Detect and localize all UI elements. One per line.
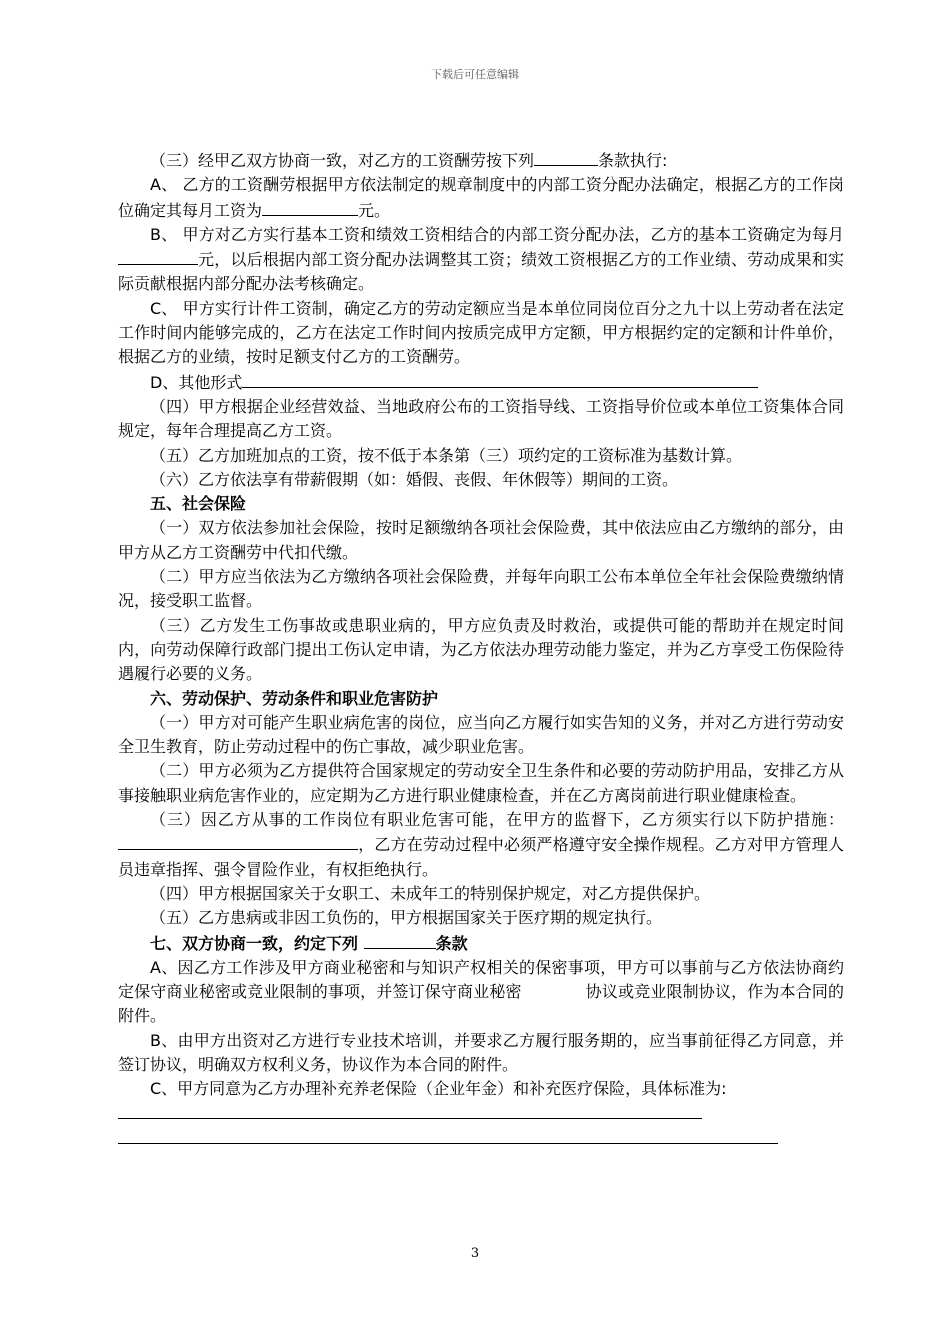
section-heading: 六、劳动保护、劳动条件和职业危害防护 [150,688,439,708]
blank-line[interactable] [364,931,436,949]
section-heading: 七、双方协商一致，约定下列 条款 [118,931,844,956]
paragraph: （三）经甲乙双方协商一致，对乙方的工资酬劳按下列 条款执行: [118,148,844,173]
paragraph: D、其他形式 [118,370,844,395]
paragraph: （六）乙方依法享有带薪假期（如：婚假、丧假、年休假等）期间的工资。 [150,469,679,489]
paragraph: C、 甲方实行计件工资制，确定乙方的劳动定额应当是本单位同岗位百分之九十以上劳动者在法定工作时间内能够完成的，乙方在法定工作时间内按质完成甲方定额，甲方根据约定的定额和计件单价，根据乙方的业绩，按时足额支付乙方的工资酬劳。 [118,298,844,367]
paragraph: （五）乙方加班加点的工资，按不低于本条第（三）项约定的工资标准为基数计算。 [150,445,743,465]
paragraph: A、 乙方的工资酬劳根据甲方依法制定的规章制度中的内部工资分配办法确定，根据乙方的工作岗位确定其每月工资为 元。 [118,175,844,220]
paragraph: （二）甲方必须为乙方提供符合国家规定的劳动安全卫生条件和必要的劳动防护用品，安排乙方从事接触职业病危害作业的，应定期为乙方进行职业健康检查，并在乙方离岗前进行职业健康检查。 [118,761,844,805]
paragraph: （一）双方依法参加社会保险，按时足额缴纳各项社会保险费，其中依法应由乙方缴纳的部分，由甲方从乙方工资酬劳中代扣代缴。 [118,518,844,562]
document-body [118,148,844,1144]
paragraph: （二）甲方应当依法为乙方缴纳各项社会保险费，并每年向职工公布本单位全年社会保险费缴纳情况，接受职工监督。 [118,567,844,611]
page-header: 下载后可任意编辑 [431,68,519,81]
paragraph: （五）乙方患病或非因工负伤的，甲方根据国家关于医疗期的规定执行。 [150,908,663,928]
paragraph: A、因乙方工作涉及甲方商业秘密和与知识产权相关的保密事项，甲方可以事前与乙方依法协商约定保守商业秘密或竞业限制的事项，并签订保守商业秘密 协议或竞业限制协议，作为本合同的附件。 [118,957,844,1026]
blank-line[interactable] [242,370,758,388]
paragraph: （四）甲方根据企业经营效益、当地政府公布的工资指导线、工资指导价位或本单位工资集体合同规定，每年合理提高乙方工资。 [118,396,844,441]
paragraph: B、由甲方出资对乙方进行专业技术培训，并要求乙方履行服务期的，应当事前征得乙方同意，并签订协议，明确双方权利义务，协议作为本合同的附件。 [118,1030,844,1074]
paragraph: （一）甲方对可能产生职业病危害的岗位，应当向乙方履行如实告知的义务，并对乙方进行劳动安全卫生教育，防止劳动过程中的伤亡事故，减少职业危害。 [118,712,844,757]
paragraph: （四）甲方根据国家关于女职工、未成年工的特别保护规定，对乙方提供保护。 [150,883,711,903]
blank-line[interactable] [262,198,358,216]
section-heading: 五、社会保险 [150,494,247,514]
blank-line[interactable] [118,1143,778,1144]
paragraph: （三）因乙方从事的工作岗位有职业危害可能，在甲方的监督下，乙方须实行以下防护措施：，乙方在劳动过程中必须严格遵守安全操作规程。乙方对甲方管理人员违章指挥、强令冒险作业，有权拒绝执行。 [118,810,844,879]
paragraph: C、甲方同意为乙方办理补充养老保险（企业年金）和补充医疗保险，具体标准为: [150,1079,727,1099]
paragraph: B、 甲方对乙方实行基本工资和绩效工资相结合的内部工资分配办法，乙方的基本工资确定为每月元，以后根据内部工资分配办法调整其工资；绩效工资根据乙方的工作业绩、劳动成果和实际贡献根据内部分配办法考核确定。 [118,224,844,294]
page-number: 3 [470,1246,480,1261]
paragraph: （三）乙方发生工伤事故或患职业病的，甲方应负责及时救治，或提供可能的帮助并在规定时间内，向劳动保障行政部门提出工伤认定申请，为乙方依法办理劳动能力鉴定，并为乙方享受工伤保险待遇履行必要的义务。 [118,615,844,684]
blank-line[interactable] [118,832,358,850]
blank-line[interactable] [534,148,598,166]
blank-line[interactable] [118,247,198,265]
